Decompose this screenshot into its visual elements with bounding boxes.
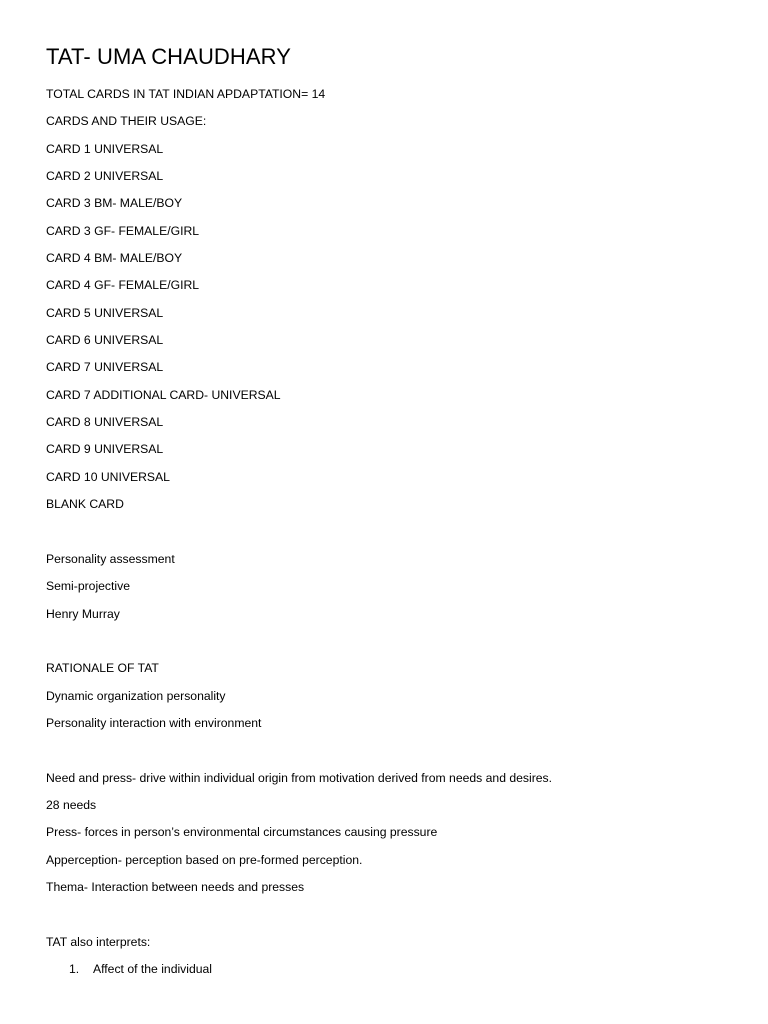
card-line: CARD 1 UNIVERSAL xyxy=(46,142,164,156)
interprets-heading: TAT also interprets: xyxy=(46,935,151,949)
card-line: CARD 5 UNIVERSAL xyxy=(46,306,164,320)
card-line: CARD 3 BM- MALE/BOY xyxy=(46,196,183,210)
card-line: CARD 9 UNIVERSAL xyxy=(46,442,164,456)
list-item-number: 1. xyxy=(69,962,80,976)
list-item-text: Affect of the individual xyxy=(93,962,213,976)
needs-line: Thema- Interaction between needs and presses xyxy=(46,880,305,894)
card-line: CARD 4 GF- FEMALE/GIRL xyxy=(46,278,200,292)
needs-line: Press- forces in person’s environmental circumstances causing pressure xyxy=(46,825,438,839)
card-line: CARD 4 BM- MALE/BOY xyxy=(46,251,183,265)
rationale-item: Personality interaction with environment xyxy=(46,716,262,730)
card-line: CARD 7 UNIVERSAL xyxy=(46,360,164,374)
card-line: CARD 6 UNIVERSAL xyxy=(46,333,164,347)
card-line: CARD 7 ADDITIONAL CARD- UNIVERSAL xyxy=(46,388,281,402)
about-line: Personality assessment xyxy=(46,552,175,566)
needs-line: 28 needs xyxy=(46,798,97,812)
rationale-item: Dynamic organization personality xyxy=(46,689,226,703)
needs-line: Need and press- drive within individual origin from motivation derived from needs and desires. xyxy=(46,771,553,785)
about-line: Semi-projective xyxy=(46,579,130,593)
rationale-heading: RATIONALE OF TAT xyxy=(46,661,159,675)
card-line: CARD 10 UNIVERSAL xyxy=(46,470,170,484)
card-line: CARD 2 UNIVERSAL xyxy=(46,169,164,183)
document-title: TAT- UMA CHAUDHARY xyxy=(46,44,292,69)
needs-line: Apperception- perception based on pre-formed perception. xyxy=(46,853,363,867)
cards-usage-heading: CARDS AND THEIR USAGE: xyxy=(46,114,207,128)
card-line: CARD 8 UNIVERSAL xyxy=(46,415,164,429)
card-line: CARD 3 GF- FEMALE/GIRL xyxy=(46,224,200,238)
card-line: BLANK CARD xyxy=(46,497,124,511)
total-cards-line: TOTAL CARDS IN TAT INDIAN APDAPTATION= 14 xyxy=(46,87,326,101)
about-line: Henry Murray xyxy=(46,607,120,621)
